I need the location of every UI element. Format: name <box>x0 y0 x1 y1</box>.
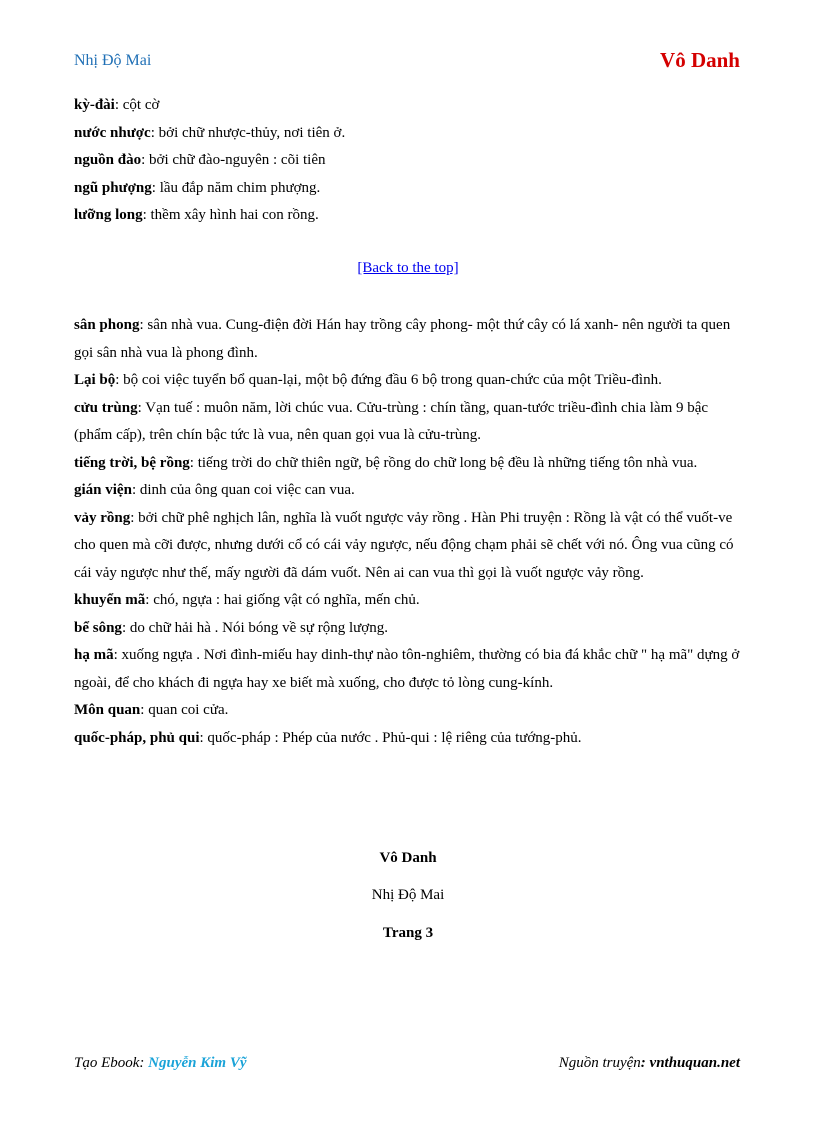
entry-definition: : cột cờ <box>114 97 160 113</box>
entry-term: kỳ-đài <box>74 97 115 113</box>
footer-ebook-separator: : <box>139 1055 149 1071</box>
glossary-entry <box>74 367 746 395</box>
footer-ebook-label: Tạo Ebook <box>74 1055 140 1071</box>
entry-definition: : Vạn tuế : muôn năm, lời chúc vua. Cửu-trùng : chín tầng, quan-tước triều-đình chia làm 9 bậc (phẩm cấp), trên chín bậc tức là vua, nên quan gọi vua là cửu-trùng. <box>74 399 709 443</box>
entry-term: cửu trùng <box>74 399 138 416</box>
header-book-title: Nhị Độ Mai <box>74 52 152 69</box>
entry-term: ngũ phượng <box>74 179 152 196</box>
entry-term: Lại bộ <box>74 372 116 388</box>
entry-definition: : xuống ngựa . Nơi đình-miếu hay dinh-thự nào tôn-nghiêm, thường có bia đá khắc chữ " hạ mã" dựng ở ngoài, để cho khách đi ngựa hay xe biết mà xuống, cho được tỏ lòng cung-kính. <box>74 647 740 691</box>
entry-definition: : bởi chữ phê nghịch lân, nghĩa là vuốt ngược vảy rồng . Hàn Phi truyện : Rồng là vật có thể vuốt-ve cho quen mà cỡi được, nhưng dưới cổ có cái vảy ngược, nếu động chạm phải sẽ chết với nó. Ông vua cũng có cái vảy ngược như thế, mấy người đã dám vuốt. Nên ai can vua thì gọi là vuốt ngược vảy rồng. <box>74 509 734 581</box>
page-number: Trang 3 <box>382 925 434 941</box>
entry-term: nguồn đào <box>74 152 142 168</box>
entry-definition: : bởi chữ nhược-thủy, nơi tiên ở. <box>150 124 346 141</box>
entry-term: quốc-pháp, phủ qui <box>74 729 200 746</box>
entry-term: lưỡng long <box>74 207 143 223</box>
entry-term: bể sông <box>74 619 122 636</box>
glossary-entry <box>74 312 746 367</box>
glossary-entry <box>74 697 746 725</box>
entry-term: khuyển mã <box>74 592 146 608</box>
back-to-top-link[interactable]: [Back to the top] <box>357 260 459 276</box>
glossary-entry <box>74 450 746 478</box>
glossary-entry <box>74 147 744 175</box>
entry-definition: : quan coi cửa. <box>140 702 229 718</box>
signature-title: Nhị Độ Mai <box>371 887 445 903</box>
glossary-entry <box>74 92 744 120</box>
back-to-top-container <box>0 260 816 277</box>
header-author: Vô Danh <box>660 48 740 72</box>
entry-definition: : lầu đắp năm chim phượng. <box>151 179 321 196</box>
entry-definition: : sân nhà vua. Cung-điện đời Hán hay trồng cây phong- một thứ cây có lá xanh- nên người ta quen gọi sân nhà vua là phong đình. <box>74 317 731 361</box>
entry-term: tiếng trời, bệ rồng <box>74 454 190 471</box>
footer-source-separator: : <box>640 1055 650 1071</box>
footer-source <box>559 1055 740 1072</box>
entry-definition: : tiếng trời do chữ thiên ngữ, bệ rồng do chữ long bệ đều là những tiếng tôn nhà vua. <box>189 454 698 471</box>
entry-term: gián viện <box>74 482 132 498</box>
footer-ebook-name: Nguyễn Kim Vỹ <box>148 1055 247 1071</box>
glossary-top <box>74 92 744 230</box>
glossary-entry <box>74 615 746 643</box>
entry-definition: : chó, ngựa : hai giống vật có nghĩa, mến chủ. <box>145 592 420 608</box>
footer-source-label: Nguồn truyện <box>558 1055 641 1071</box>
entry-definition: : quốc-pháp : Phép của nước . Phủ-qui : lệ riêng của tướng-phủ. <box>199 729 582 746</box>
glossary-entry <box>74 477 746 505</box>
entry-definition: : thềm xây hình hai con rồng. <box>142 207 319 223</box>
footer-ebook-credit <box>74 1055 247 1072</box>
footer-source-site: vnthuquan.net <box>649 1055 740 1071</box>
entry-term: vảy rồng <box>74 509 131 526</box>
entry-definition: : dinh của ông quan coi việc can vua. <box>131 482 355 498</box>
glossary-bottom <box>74 312 746 752</box>
glossary-entry <box>74 587 746 615</box>
signature-author: Vô Danh <box>379 850 437 866</box>
entry-definition: : bởi chữ đào-nguyên : cõi tiên <box>141 152 326 168</box>
glossary-entry <box>74 725 746 753</box>
entry-term: nước nhược <box>74 124 151 141</box>
entry-term: Môn quan <box>74 702 141 718</box>
glossary-entry <box>74 202 744 230</box>
entry-definition: : do chữ hải hà . Nói bóng về sự rộng lượng. <box>121 619 388 636</box>
entry-term: sân phong <box>74 317 140 333</box>
glossary-entry <box>74 120 744 148</box>
glossary-entry <box>74 395 746 450</box>
glossary-entry <box>74 175 744 203</box>
entry-definition: : bộ coi việc tuyển bổ quan-lại, một bộ đứng đầu 6 bộ trong quan-chức của một Triều-đình. <box>115 372 662 388</box>
entry-term: hạ mã <box>74 647 114 663</box>
glossary-entry <box>74 642 746 697</box>
glossary-entry <box>74 505 746 588</box>
